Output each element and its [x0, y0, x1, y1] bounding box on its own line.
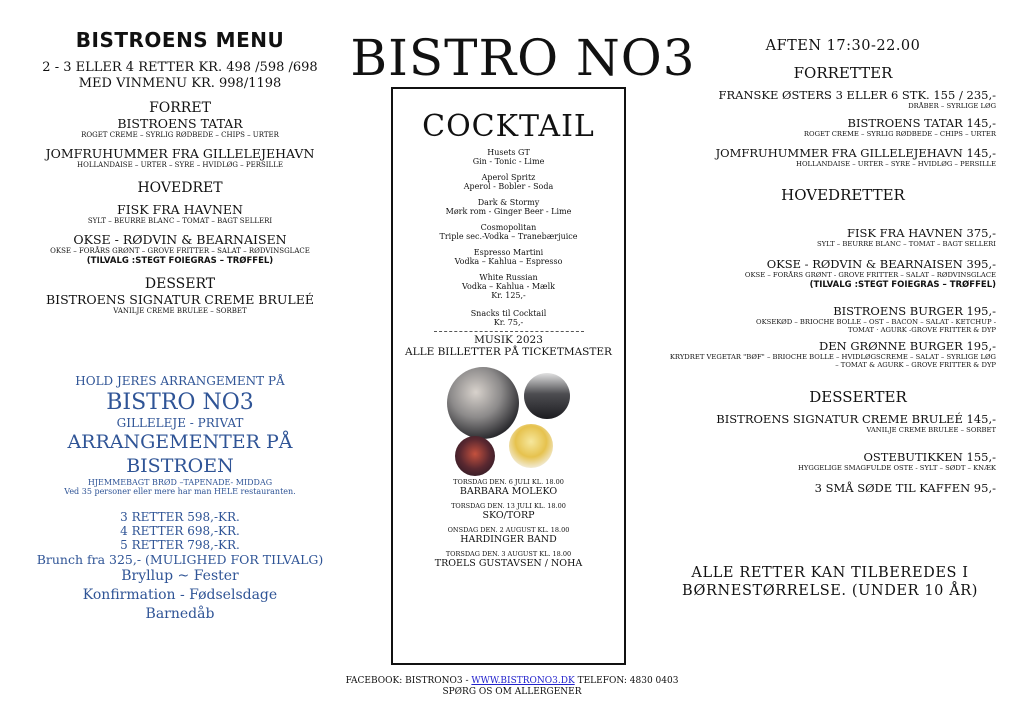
forret-desc: HOLLANDAISE – URTER – SYRE – HVIDLØG – PERSILLE [77, 161, 283, 169]
arrangement-price: 4 RETTER 698,-KR. [120, 524, 240, 538]
dessert-title: DESSERT [144, 276, 216, 292]
footer-phone: TELEFON: 4830 0403 [577, 676, 679, 686]
footer-allergen: SPØRG OS OM ALLERGENER [442, 687, 582, 697]
left-column [30, 28, 330, 316]
arrangement-menu: HJEMMEBAGT BRØD –TAPENADE- MIDDAG [87, 478, 273, 487]
menu-wine-price: MED VINMENU KR. 998/1198 [78, 76, 282, 91]
drink-item [393, 273, 624, 300]
cocktail-panel [391, 87, 626, 665]
dessert-desc: VANILJE CREME BRULEE – SORBET [113, 307, 247, 315]
footer-contact [0, 676, 1024, 687]
arrangement-intro: HOLD JERES ARRANGEMENT PÅ [75, 374, 285, 388]
right-dish: DEN GRØNNE BURGER 195,- [819, 338, 996, 353]
right-dish-desc: HYGGELIGE SMAGFULDE OSTE - SYLT – SØDT – KNÆK [797, 464, 996, 472]
concert-item [393, 526, 624, 545]
concert-date: TORSDAG DEN. 3 AUGUST KL. 18.00 [445, 550, 572, 558]
event-types: Bryllup ~ Fester [121, 568, 239, 584]
hovedretter-title: HOVEDRETTER [781, 185, 905, 204]
right-dish: BISTROENS BURGER 195,- [833, 303, 996, 318]
footer-facebook: FACEBOOK: BISTRONO3 - [345, 676, 469, 686]
right-dish-desc: DRÅBER – SYRLIGE LØG [908, 102, 996, 110]
drink-ingredients: Vodka – Kahlua – Espresso [454, 257, 563, 266]
right-dish-desc: VANILJE CREME BRULEE – SORBET [866, 425, 996, 434]
menu-price: 2 - 3 ELLER 4 RETTER KR. 498 /598 /698 [42, 60, 318, 75]
restaurant-title: BISTRO NO3 [350, 29, 696, 87]
snacks-price: Kr. 75,- [493, 318, 524, 327]
right-dish: FISK FRA HAVNEN 375,- [847, 225, 996, 240]
website-link[interactable]: WWW.BISTRONO3.DK [471, 676, 575, 686]
children-note-line: ALLE RETTER KAN TILBEREDES I [691, 565, 969, 581]
right-dish: 3 SMÅ SØDE TIL KAFFEN 95,- [814, 480, 996, 495]
drink-item [393, 173, 624, 191]
drink-name: Dark & Stormy [477, 198, 540, 207]
concert-artist: TROELS GUSTAVSEN / NOHA [434, 558, 583, 569]
hovedret-dish: OKSE - RØDVIN & BEARNAISEN [73, 232, 287, 247]
artist-photos [393, 358, 624, 478]
children-note [660, 564, 1000, 600]
arrangement-price: 3 RETTER 598,-KR. [120, 510, 240, 524]
right-dish: OSTEBUTIKKEN 155,- [863, 450, 996, 464]
drink-item [393, 223, 624, 241]
event-types: Barnedåb [145, 606, 215, 622]
right-dish-desc: OKSEKØD – BRIOCHE BOLLE – OST – BACON – SALAT - KETCHUP - [756, 317, 996, 326]
concert-item [393, 478, 624, 497]
right-dish-desc: OKSE – FORÅRS GRØNT - GROVE FRITTER – SALAT – RØDVINSGLACE [744, 271, 996, 279]
forret-title: FORRET [149, 100, 211, 116]
opening-hours: AFTEN 17:30-22.00 [765, 38, 921, 54]
concert-date: ONSDAG DEN. 2 AUGUST KL. 18.00 [447, 526, 570, 534]
artist-photo [524, 373, 570, 419]
arrangement-price: 5 RETTER 798,-KR. [120, 538, 240, 552]
right-tilvalg-note: (TILVALG :STEGT FOIEGRAS – TRØFFEL) [809, 279, 996, 290]
snacks-item [393, 309, 624, 327]
right-dish: JOMFRUHUMMER FRA GILLELEJEHAVN 145,- [715, 146, 996, 160]
drink-name: Husets GT [487, 148, 530, 157]
hovedret-desc: OKSE – FORÅRS GRØNT – GROVE FRITTER – SALAT – RØDVINSGLACE [50, 247, 310, 255]
drink-name: Aperol Spritz [481, 173, 536, 182]
arrangement-location: GILLELEJE - PRIVAT [116, 416, 244, 430]
drink-name: Espresso Martini [473, 248, 544, 257]
drink-item [393, 248, 624, 266]
right-dish: OKSE - RØDVIN & BEARNAISEN 395,- [766, 257, 996, 271]
concert-artist: HARDINGER BAND [460, 534, 557, 545]
right-dish-desc: TOMAT · AGURK -GROVE FRITTER & DYP [847, 326, 996, 334]
drink-ingredients: Gin - Tonic - Lime [472, 157, 545, 166]
tilvalg-note: (TILVALG :STEGT FOIEGRAS – TRØFFEL) [86, 256, 274, 266]
right-dish: FRANSKE ØSTERS 3 ELLER 6 STK. 155 / 235,- [718, 88, 996, 102]
forret-dish: BISTROENS TATAR [117, 116, 243, 131]
drink-price: Kr. 125,- [491, 291, 526, 300]
arrangement-heading: ARRANGEMENTER PÅ BISTROEN [67, 431, 293, 477]
event-types: Konfirmation - Fødselsdage [82, 587, 278, 603]
hovedret-dish: FISK FRA HAVNEN [117, 202, 243, 217]
menu-heading: BISTROENS MENU [75, 28, 285, 52]
hovedret-title: HOVEDRET [137, 180, 223, 196]
artist-photo [447, 367, 519, 439]
forret-dish: JOMFRUHUMMER FRA GILLELEJEHAVN [45, 146, 315, 161]
drink-item [393, 148, 624, 166]
right-column [660, 28, 996, 495]
right-dish: BISTROENS TATAR 145,- [847, 115, 996, 130]
artist-photo [455, 436, 495, 476]
right-dish-desc: HOLLANDAISE – URTER – SYRE – HVIDLØG – PERSILLE [796, 160, 996, 168]
right-dish-desc: ROGET CREME – SYRLIG RØDBEDE – CHIPS – URTER [803, 129, 996, 138]
drink-ingredients: Mørk rom - Ginger Beer - Lime [445, 207, 572, 216]
right-dish-desc: – TOMAT & AGURK – GROVE FRITTER & DYP [835, 361, 996, 369]
cocktail-title: COCKTAIL [422, 109, 595, 144]
drink-ingredients: Triple sec.-Vodka – Tranebærjuice [439, 232, 578, 241]
arrangement-block [30, 374, 330, 624]
drink-name: Cosmopolitan [480, 223, 537, 232]
footer [0, 676, 1024, 698]
arrangement-venue: BISTRO NO3 [106, 390, 254, 415]
snacks-name: Snacks til Cocktail [470, 309, 547, 318]
music-tickets: ALLE BILLETTER PÅ TICKETMASTER [405, 346, 612, 358]
drink-ingredients: Vodka – Kahlua - Mælk [462, 282, 555, 291]
concert-item [393, 550, 624, 569]
concert-item [393, 502, 624, 521]
hovedret-desc: SYLT – BEURRE BLANC – TOMAT – BAGT SELLERI [87, 217, 273, 225]
forretter-title: FORRETTER [793, 64, 893, 82]
drink-ingredients: Aperol - Bobler - Soda [463, 182, 554, 191]
artist-photo [509, 424, 553, 468]
desserter-title: DESSERTER [809, 387, 907, 406]
right-dish: BISTROENS SIGNATUR CREME BRULEÉ 145,- [716, 411, 996, 426]
concert-artist: SKO/TORP [482, 510, 535, 521]
brunch-line: Brunch fra 325,- (MULIGHED FOR TILVALG) [36, 552, 324, 567]
concert-date: TORSDAG DEN. 6 JULI KL. 18.00 [453, 478, 564, 486]
arrangement-note: Ved 35 personer eller mere har man HELE restauranten. [64, 487, 296, 496]
right-dish-desc: KRYDRET VEGETAR "BØF" – BRIOCHE BOLLE – HVIDLØGSCREME – SALAT – SYRLIGE LØG [669, 352, 996, 361]
dessert-dish: BISTROENS SIGNATUR CREME BRULEÉ [46, 292, 314, 307]
drink-name: White Russian [479, 273, 538, 282]
right-dish-desc: SYLT – BEURRE BLANC – TOMAT – BAGT SELLERI [817, 239, 996, 248]
concert-artist: BARBARA MOLEKO [459, 486, 558, 497]
forret-desc: ROGET CREME – SYRLIG RØDBEDE – CHIPS – URTER [81, 131, 279, 139]
drink-item [393, 198, 624, 216]
concert-date: TORSDAG DEN. 13 JULI KL. 18.00 [451, 502, 566, 510]
dashed-divider [434, 331, 584, 332]
music-title: MUSIK 2023 [474, 334, 543, 346]
children-note-line: BØRNESTØRRELSE. (UNDER 10 ÅR) [681, 583, 979, 599]
